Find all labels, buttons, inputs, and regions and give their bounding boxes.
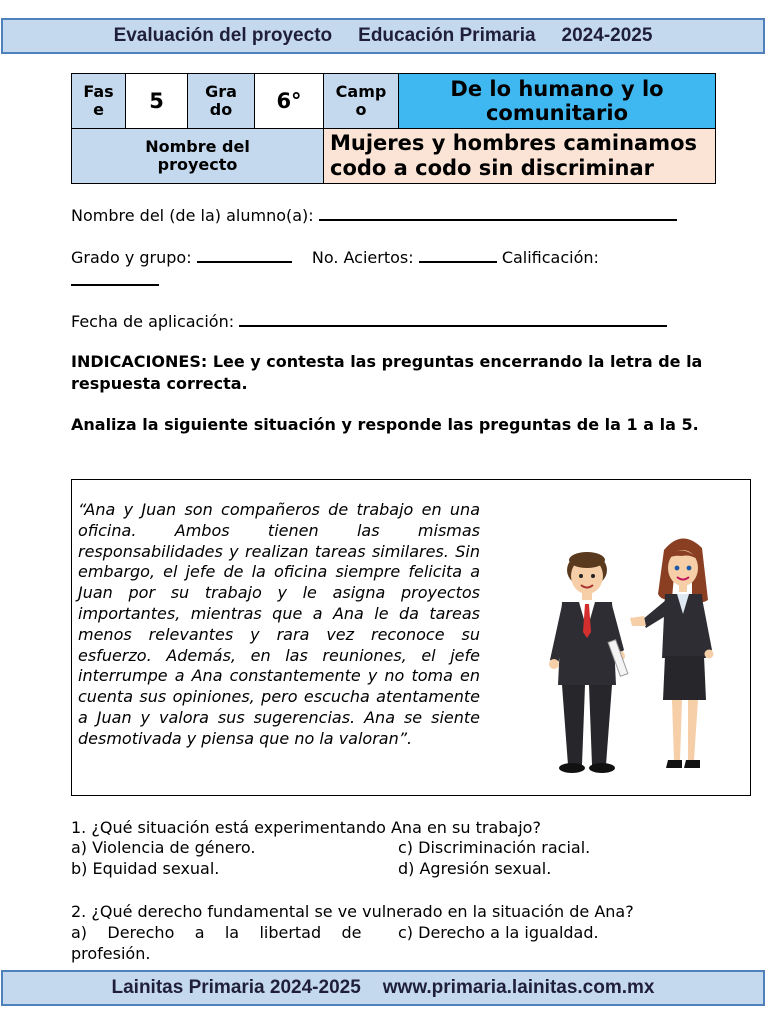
illustration xyxy=(532,510,732,780)
question-2: 2. ¿Qué derecho fundamental se ve vulnerado en la situación de Ana? xyxy=(71,902,634,921)
grado-grupo-blank[interactable] xyxy=(197,247,292,263)
alumno-blank[interactable] xyxy=(319,205,677,221)
story-box xyxy=(71,479,751,796)
fase-label: Fase xyxy=(72,74,126,129)
grado-grupo-label: Grado y grupo: xyxy=(71,248,192,267)
aciertos-label: No. Aciertos: xyxy=(311,248,414,267)
proyecto-label: Nombre del proyecto xyxy=(72,129,324,184)
figures-svg xyxy=(532,510,732,780)
alumno-label: Nombre del (de la) alumno(a): xyxy=(71,206,314,225)
q1-option-c[interactable]: c) Discriminación racial. xyxy=(398,838,591,857)
footer-url[interactable]: www.primaria.lainitas.com.mx xyxy=(382,977,655,998)
fase-value: 5 xyxy=(126,74,188,129)
grado-label: Grado xyxy=(188,74,255,129)
alumno-line xyxy=(71,205,677,225)
project-info-table xyxy=(71,73,716,184)
fecha-blank[interactable] xyxy=(239,311,667,327)
instructions: INDICACIONES: Lee y contesta las preguntas encerrando la letra de la respuesta correcta. xyxy=(71,352,703,393)
header-title: Evaluación del proyecto xyxy=(113,25,333,46)
aciertos-blank[interactable] xyxy=(419,247,497,263)
campo-value: De lo humano y lo comunitario xyxy=(399,74,716,129)
q1-option-a[interactable]: a) Violencia de género. xyxy=(71,838,256,857)
businesswoman-icon xyxy=(630,538,714,768)
campo-label: Campo xyxy=(324,74,399,129)
q1-option-b[interactable]: b) Equidad sexual. xyxy=(71,859,220,878)
calificacion-label: Calificación: xyxy=(501,248,599,267)
question-1: 1. ¿Qué situación está experimentando Ana en su trabajo? xyxy=(71,818,541,837)
footer-band xyxy=(1,970,765,1006)
proyecto-value: Mujeres y hombres caminamos codo a codo sin discriminar xyxy=(324,129,716,184)
businessman-icon xyxy=(549,552,628,773)
q2-option-c[interactable]: c) Derecho a la igualdad. xyxy=(398,923,599,942)
q2-option-a[interactable]: a) Derecho a la libertad de profesión. xyxy=(71,923,367,963)
fecha-line xyxy=(71,311,667,331)
calificacion-line xyxy=(71,270,159,290)
header-band xyxy=(1,18,765,54)
q1-option-d[interactable]: d) Agresión sexual. xyxy=(398,859,552,878)
fecha-label: Fecha de aplicación: xyxy=(71,312,235,331)
grado-value: 6° xyxy=(255,74,324,129)
header-level: Educación Primaria xyxy=(358,25,536,46)
analysis-prompt: Analiza la siguiente situación y responde las preguntas de la 1 a la 5. xyxy=(71,415,699,434)
header-year: 2024-2025 xyxy=(561,25,653,46)
story-text: “Ana y Juan son compañeros de trabajo en una oficina. Ambos tienen las mismas responsabilidades y realizan tareas similares. Sin embargo, el jefe de la oficina siempre felicita a Juan por su trabajo y le asigna proyectos importantes, mientras que a Ana le da tareas menos relevantes y rara vez reconoce su esfuerzo. Además, en las reuniones, el jefe interrumpe a Ana constantemente y no toma en cuenta sus opiniones, pero escucha atentamente a Juan y valora sus sugerencias. Ana se siente desmotivada y piensa que no la valoran”. xyxy=(78,500,480,748)
footer-site-name: Lainitas Primaria 2024-2025 xyxy=(111,977,361,998)
grado-grupo-line xyxy=(71,247,599,267)
calificacion-blank[interactable] xyxy=(71,270,159,286)
